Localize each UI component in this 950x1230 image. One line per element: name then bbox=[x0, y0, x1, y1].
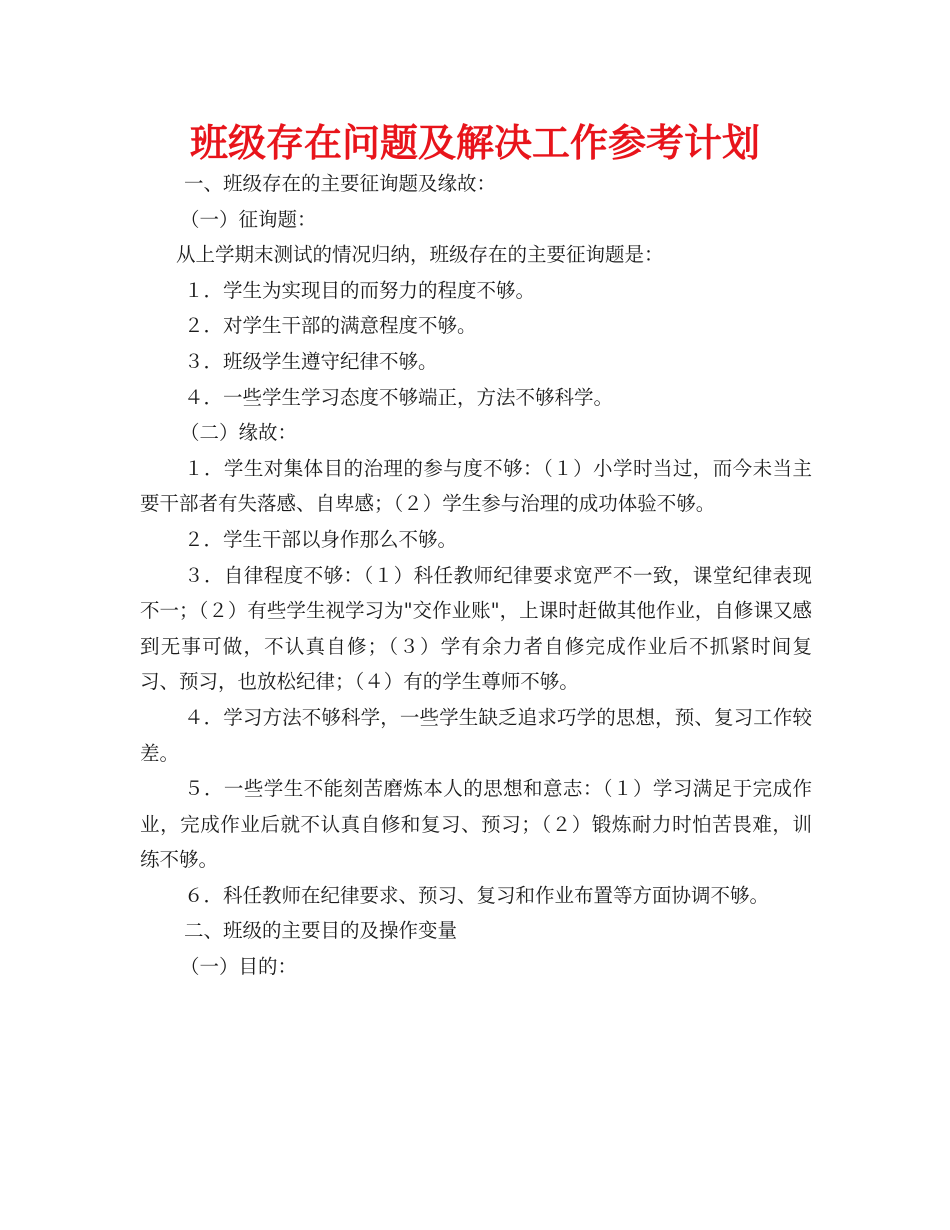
subsection-heading-goals: （一）目的： bbox=[180, 955, 298, 979]
document-body bbox=[140, 166, 812, 985]
cause-item-6: ６．科任教师在纪律要求、预习、复习和作业布置等方面协调不够。 bbox=[184, 883, 770, 907]
problem-item-4: ４．一些学生学习态度不够端正，方法不够科学。 bbox=[184, 385, 614, 409]
section-heading-2: 二、班级的主要目的及操作变量 bbox=[184, 919, 458, 943]
cause-item-5: ５．一些学生不能刻苦磨炼本人的思想和意志：（１）学习满足于完成作业，完成作业后就不认真自修和复习、预习；（２）锻炼耐力时怕苦畏难，训练不够。 bbox=[140, 777, 812, 872]
subsection-heading-causes: （二）缘故： bbox=[180, 421, 298, 445]
cause-item-2: ２．学生干部以身作那么不够。 bbox=[184, 527, 458, 551]
intro-paragraph: 从上学期末测试的情况归纳，班级存在的主要征询题是： bbox=[176, 243, 664, 267]
problem-item-3: ３．班级学生遵守纪律不够。 bbox=[184, 349, 438, 373]
cause-item-1: １．学生对集体目的治理的参与度不够：（１）小学时当过，而今未当主要干部者有失落感、自卑感；（２）学生参与治理的成功体验不够。 bbox=[140, 456, 812, 516]
problem-item-2: ２．对学生干部的满意程度不够。 bbox=[184, 314, 477, 338]
subsection-heading-problems: （一）征询题： bbox=[180, 207, 317, 231]
section-heading-1: 一、班级存在的主要征询题及缘故： bbox=[184, 172, 497, 195]
cause-item-4: ４．学习方法不够科学，一些学生缺乏追求巧学的思想，预、复习工作较差。 bbox=[140, 705, 812, 765]
cause-item-3: ３．自律程度不够：（１）科任教师纪律要求宽严不一致，课堂纪律表现不一；（２）有些学生视学习为"交作业账"，上课时赶做其他作业，自修课又感到无事可做，不认真自修；（３）学有余力者自修完成作业后不抓紧时间复习、预习，也放松纪律；（４）有的学生尊师不够。 bbox=[140, 563, 812, 694]
problem-item-1: １．学生为实现目的而努力的程度不够。 bbox=[184, 278, 536, 302]
document-title: 班级存在问题及解决工作参考计划 bbox=[189, 121, 760, 165]
